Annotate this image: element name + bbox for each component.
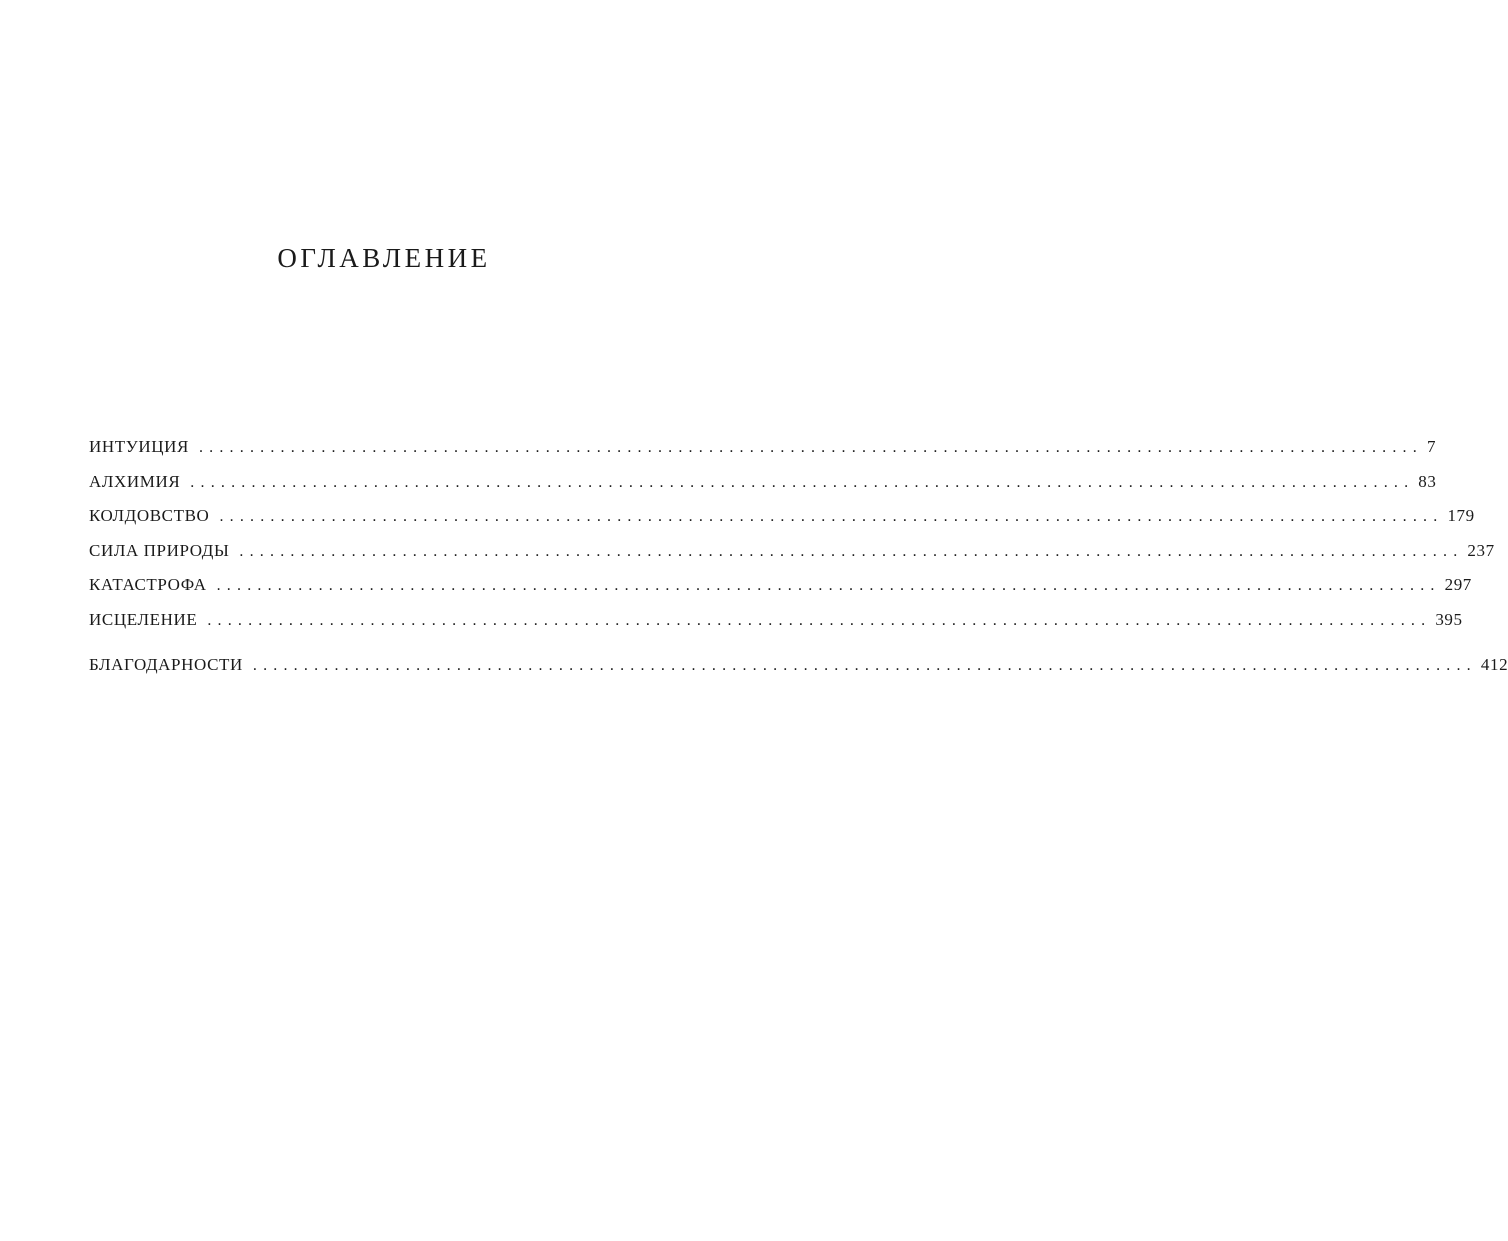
toc-leader-dots: ........................................................................................................................ [190,473,1415,491]
toc-entry-page: 395 [1435,609,1463,629]
toc-entry-label: БЛАГОДАРНОСТИ [89,655,243,674]
table-of-contents [89,437,1508,690]
toc-entry-page: 7 [1426,437,1437,456]
toc-entry-label: СИЛА ПРИРОДЫ [89,540,230,560]
toc-entry-label: ИСЦЕЛЕНИЕ [89,609,198,629]
toc-entry-label: КАТАСТРОФА [89,575,207,594]
toc-entry-page: 179 [1447,506,1475,525]
toc-entry-alchemy[interactable] [89,471,1437,507]
toc-entry-label: КОЛДОВСТВО [89,506,210,525]
toc-entry-acknowledgements[interactable] [89,655,1508,690]
toc-entry-catastrophe[interactable] [89,575,1472,610]
page-title: ОГЛАВЛЕНИЕ [277,243,491,273]
toc-leader-dots: ........................................................................................................................ [198,439,1423,456]
toc-entry-intuition[interactable] [89,437,1437,472]
toc-leader-dots: ........................................................................................................................ [219,508,1444,525]
toc-leader-dots: ........................................................................................................................ [252,657,1477,674]
toc-leader-dots: ........................................................................................................................ [207,611,1432,629]
toc-leader-dots: ........................................................................................................................ [239,542,1464,560]
toc-entry-label: АЛХИМИЯ [89,471,181,491]
toc-entry-page: 297 [1444,575,1472,594]
toc-entry-witchcraft[interactable] [89,506,1475,541]
toc-entry-label: ИНТУИЦИЯ [89,437,189,456]
toc-entry-nature-power[interactable] [89,540,1495,576]
toc-entry-healing[interactable] [89,609,1463,645]
toc-entry-page: 83 [1418,471,1437,491]
toc-entry-page: 237 [1467,540,1495,560]
toc-leader-dots: ........................................................................................................................ [216,577,1441,594]
toc-entry-page: 412 [1480,655,1508,674]
